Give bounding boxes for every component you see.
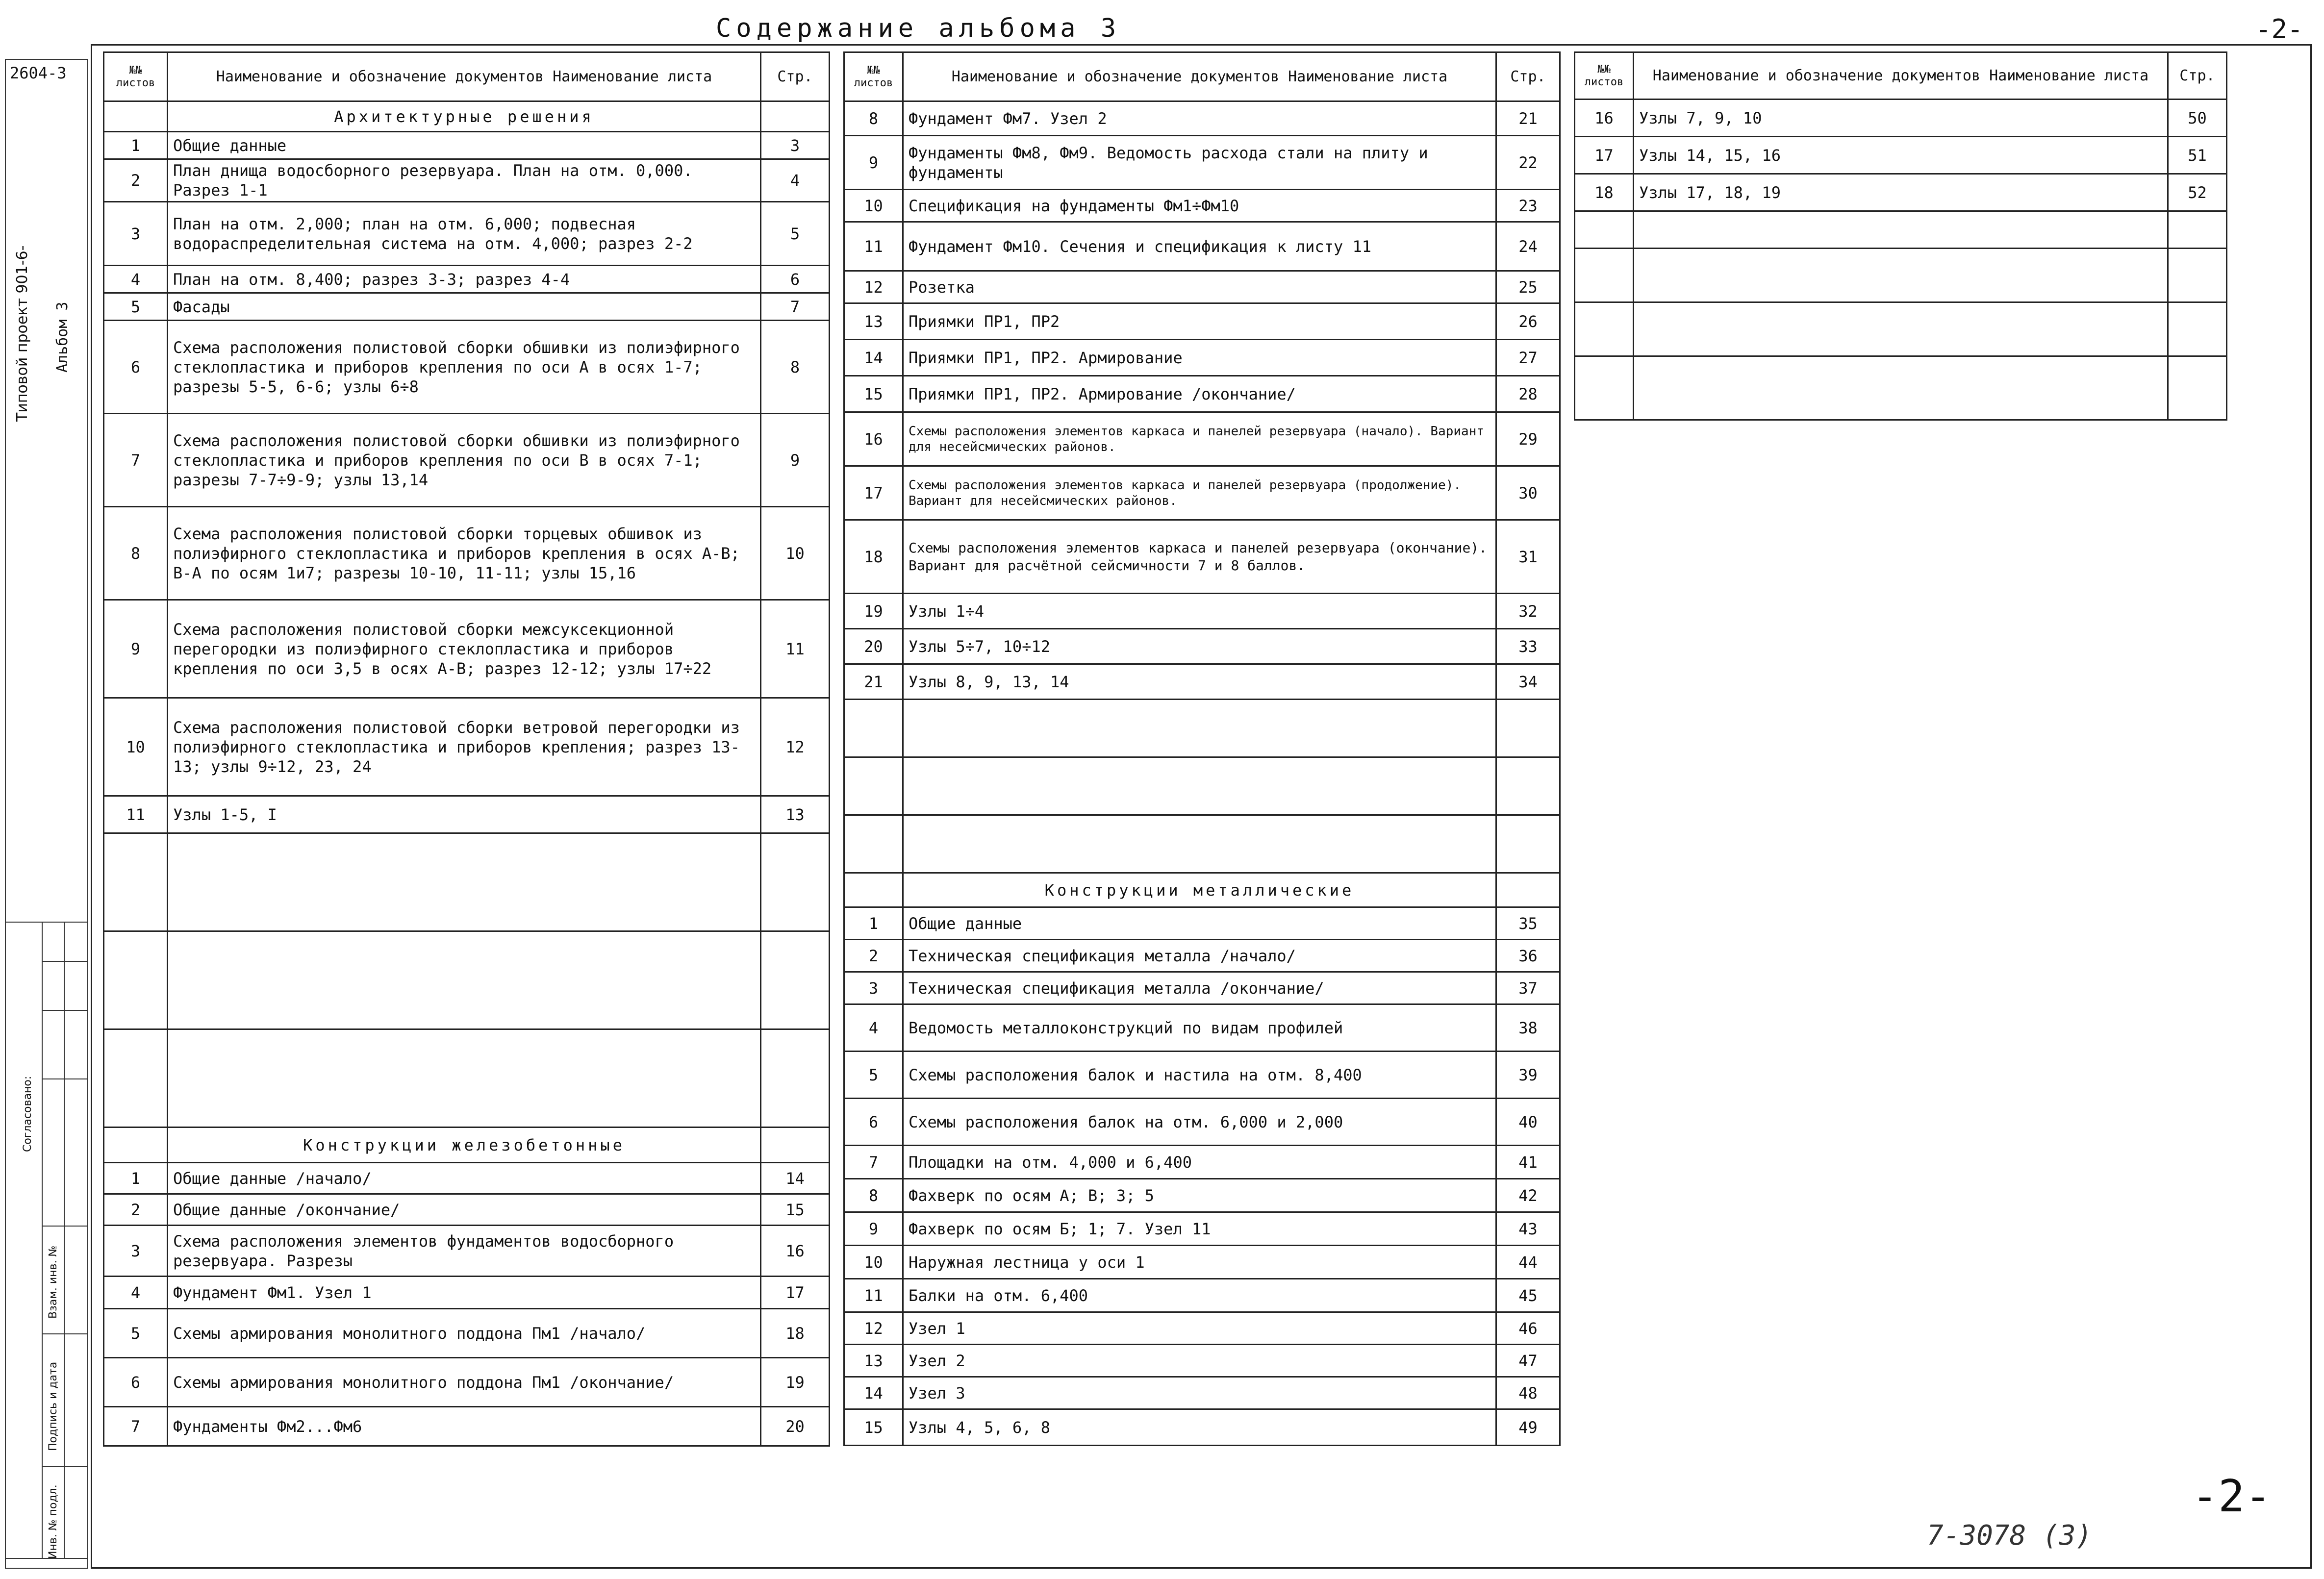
header-sheet-no: №№ листов bbox=[104, 52, 168, 101]
header-name: Наименование и обозначение документов Наименование листа bbox=[168, 52, 761, 101]
sheet-number-bottom: -2- bbox=[2192, 1471, 2272, 1522]
row-page: 36 bbox=[1496, 940, 1560, 972]
row-page: 31 bbox=[1496, 520, 1560, 594]
row-no: 6 bbox=[104, 321, 168, 414]
row-page: 27 bbox=[1496, 340, 1560, 376]
row-page: 6 bbox=[761, 266, 830, 293]
page-title: Содержание альбома 3 bbox=[716, 14, 1121, 43]
row-name: Узлы 7, 9, 10 bbox=[1634, 100, 2168, 137]
row-no: 6 bbox=[844, 1099, 903, 1146]
row-name: Узлы 17, 18, 19 bbox=[1634, 174, 2168, 211]
row-page: 24 bbox=[1496, 222, 1560, 271]
row-no: 16 bbox=[844, 412, 903, 466]
row-page: 25 bbox=[1496, 271, 1560, 303]
row-page: 10 bbox=[761, 507, 830, 600]
row-page: 43 bbox=[1496, 1212, 1560, 1246]
row-page: Стр. bbox=[2168, 52, 2227, 100]
row-page: 37 bbox=[1496, 972, 1560, 1004]
row-page: 9 bbox=[761, 414, 830, 507]
row-no: 8 bbox=[844, 1179, 903, 1212]
row-name: Общие данные /окончание/ bbox=[168, 1194, 761, 1226]
row-no: 1 bbox=[844, 907, 903, 940]
row-no: 2 bbox=[104, 159, 168, 202]
row-no: 10 bbox=[104, 698, 168, 796]
side-replace-label: Взам. инв. № bbox=[47, 1245, 59, 1319]
row-page: 23 bbox=[1496, 190, 1560, 222]
row-page: Стр. bbox=[1496, 52, 1560, 101]
row-page: 8 bbox=[761, 321, 830, 414]
row-page: 41 bbox=[1496, 1146, 1560, 1179]
row-no: 3 bbox=[104, 202, 168, 266]
row-name: Схема расположения полистовой сборки обшивки из полиэфирного стеклопластика и приборов крепления по оси В в осях 7-1; разрезы 7-7÷9-9; узлы 13,14 bbox=[168, 414, 761, 507]
row-name: Общие данные bbox=[903, 907, 1496, 940]
row-name: Фундамент Фм10. Сечения и спецификация к листу 11 bbox=[903, 222, 1496, 271]
row-name: Схемы армирования монолитного поддона Пм1 /начало/ bbox=[168, 1309, 761, 1358]
row-no: 5 bbox=[104, 293, 168, 321]
row-no: 2 bbox=[104, 1194, 168, 1226]
row-no: 1 bbox=[104, 132, 168, 159]
section-title: Конструкции металлические bbox=[903, 873, 1496, 907]
row-name: Фундамент Фм1. Узел 1 bbox=[168, 1277, 761, 1309]
row-no: 9 bbox=[104, 600, 168, 698]
row-name: Схема расположения полистовой сборки ветровой перегородки из полиэфирного стеклопластика и приборов крепления; разрез 13-13; узлы 9÷12, 23, 24 bbox=[168, 698, 761, 796]
row-no: 11 bbox=[104, 796, 168, 833]
side-project-label: Типовой проект 901-6- bbox=[14, 245, 31, 422]
row-name: Узлы 1-5, I bbox=[168, 796, 761, 833]
row-page: 46 bbox=[1496, 1312, 1560, 1345]
row-page: 11 bbox=[761, 600, 830, 698]
row-page: 18 bbox=[761, 1309, 830, 1358]
row-no: 3 bbox=[844, 972, 903, 1004]
row-name: Фундаменты Фм8, Фм9. Ведомость расхода стали на плиту и фундаменты bbox=[903, 136, 1496, 190]
row-page: 15 bbox=[761, 1194, 830, 1226]
row-name: Спецификация на фундаменты Фм1÷Фм10 bbox=[903, 190, 1496, 222]
row-name: Схемы расположения балок и настила на отм. 8,400 bbox=[903, 1052, 1496, 1099]
row-no: 15 bbox=[844, 1409, 903, 1446]
row-page: 29 bbox=[1496, 412, 1560, 466]
row-page: 34 bbox=[1496, 664, 1560, 700]
row-name: Фахверк по осям Б; 1; 7. Узел 11 bbox=[903, 1212, 1496, 1246]
sheet-number-top: -2- bbox=[2255, 14, 2303, 45]
row-name: Узел 2 bbox=[903, 1345, 1496, 1377]
row-name: Схема расположения полистовой сборки торцевых обшивок из полиэфирного стеклопластика и приборов крепления в осях А-В; В-А по осям 1и7; разрезы 10-10, 11-11; узлы 15,16 bbox=[168, 507, 761, 600]
side-sign-label: Подпись и дата bbox=[47, 1361, 59, 1451]
row-no: 11 bbox=[844, 1279, 903, 1312]
row-name: Ведомость металлоконструкций по видам профилей bbox=[903, 1004, 1496, 1052]
row-no: 8 bbox=[844, 101, 903, 136]
row-name: Приямки ПР1, ПР2. Армирование /окончание/ bbox=[903, 376, 1496, 412]
row-no: 3 bbox=[104, 1226, 168, 1277]
row-page: 51 bbox=[2168, 137, 2227, 174]
row-page: 22 bbox=[1496, 136, 1560, 190]
row-page: 50 bbox=[2168, 100, 2227, 137]
side-approval-block bbox=[5, 922, 88, 1559]
row-name: Площадки на отм. 4,000 и 6,400 bbox=[903, 1146, 1496, 1179]
row-page: 39 bbox=[1496, 1052, 1560, 1099]
row-name: Схема расположения полистовой сборки межсуксекционной перегородки из полиэфирного стеклопластика и приборов крепления по оси 3,5 в осях А-В; разрез 12-12; узлы 17÷22 bbox=[168, 600, 761, 698]
section-title: Архитектурные решения bbox=[168, 101, 761, 132]
row-no: 11 bbox=[844, 222, 903, 271]
side-album-label: Альбом 3 bbox=[54, 301, 71, 373]
row-name: Наружная лестница у оси 1 bbox=[903, 1246, 1496, 1279]
side-agreed-label: Согласовано: bbox=[22, 1076, 34, 1152]
row-page: 21 bbox=[1496, 101, 1560, 136]
row-page: 3 bbox=[761, 132, 830, 159]
side-inv-label: Инв. № подл. bbox=[47, 1484, 59, 1559]
row-name: Фахверк по осям А; В; 3; 5 bbox=[903, 1179, 1496, 1212]
row-no: №№ листов bbox=[844, 52, 903, 101]
row-page: 44 bbox=[1496, 1246, 1560, 1279]
row-name: Узлы 4, 5, 6, 8 bbox=[903, 1409, 1496, 1446]
row-name: Схема расположения элементов фундаментов водосборного резервуара. Разрезы bbox=[168, 1226, 761, 1277]
row-page: 47 bbox=[1496, 1345, 1560, 1377]
row-page: 20 bbox=[761, 1407, 830, 1446]
row-no: 14 bbox=[844, 1377, 903, 1409]
row-no: 15 bbox=[844, 376, 903, 412]
row-no: 6 bbox=[104, 1358, 168, 1407]
row-page: 35 bbox=[1496, 907, 1560, 940]
row-name: Схема расположения полистовой сборки обшивки из полиэфирного стеклопластика и приборов крепления по оси А в осях 1-7; разрезы 5-5, 6-6; узлы 6÷8 bbox=[168, 321, 761, 414]
row-no: 12 bbox=[844, 271, 903, 303]
row-name: Наименование и обозначение документов Наименование листа bbox=[903, 52, 1496, 101]
row-name: План днища водосборного резервуара. План на отм. 0,000. Разрез 1-1 bbox=[168, 159, 761, 202]
row-name: Приямки ПР1, ПР2. Армирование bbox=[903, 340, 1496, 376]
row-no: 4 bbox=[104, 266, 168, 293]
row-no: 4 bbox=[104, 1277, 168, 1309]
row-no: 8 bbox=[104, 507, 168, 600]
row-no: №№ листов bbox=[1575, 52, 1634, 100]
side-code: 2604-3 bbox=[10, 64, 67, 82]
handwritten-note: 7-3078 (3) bbox=[1927, 1520, 2093, 1552]
row-no: 13 bbox=[844, 1345, 903, 1377]
row-name: Техническая спецификация металла /начало/ bbox=[903, 940, 1496, 972]
row-name: Фасады bbox=[168, 293, 761, 321]
row-name: Общие данные /начало/ bbox=[168, 1163, 761, 1194]
row-page: 45 bbox=[1496, 1279, 1560, 1312]
row-no: 17 bbox=[844, 466, 903, 520]
section-title: Конструкции железобетонные bbox=[168, 1128, 761, 1163]
row-no: 20 bbox=[844, 629, 903, 664]
row-no: 5 bbox=[844, 1052, 903, 1099]
row-no: 14 bbox=[844, 340, 903, 376]
row-page: 33 bbox=[1496, 629, 1560, 664]
row-page: 30 bbox=[1496, 466, 1560, 520]
contents-table-1 bbox=[103, 51, 830, 1447]
row-name: Схемы армирования монолитного поддона Пм1 /окончание/ bbox=[168, 1358, 761, 1407]
row-no: 17 bbox=[1575, 137, 1634, 174]
row-no: 18 bbox=[1575, 174, 1634, 211]
row-no: 2 bbox=[844, 940, 903, 972]
row-name: Приямки ПР1, ПР2 bbox=[903, 303, 1496, 340]
row-no: 7 bbox=[844, 1146, 903, 1179]
row-name: Техническая спецификация металла /окончание/ bbox=[903, 972, 1496, 1004]
row-page: 5 bbox=[761, 202, 830, 266]
row-name: Схемы расположения элементов каркаса и панелей резервуара (окончание). Вариант для расчётной сейсмичности 7 и 8 баллов. bbox=[903, 520, 1496, 594]
row-no: 12 bbox=[844, 1312, 903, 1345]
row-no: 5 bbox=[104, 1309, 168, 1358]
row-page: 32 bbox=[1496, 594, 1560, 629]
row-name: Фундаменты Фм2...Фм6 bbox=[168, 1407, 761, 1446]
row-name: Узел 3 bbox=[903, 1377, 1496, 1409]
row-no: 1 bbox=[104, 1163, 168, 1194]
row-page: 7 bbox=[761, 293, 830, 321]
row-page: 52 bbox=[2168, 174, 2227, 211]
row-page: 28 bbox=[1496, 376, 1560, 412]
row-page: 19 bbox=[761, 1358, 830, 1407]
row-no: 4 bbox=[844, 1004, 903, 1052]
row-no: 9 bbox=[844, 1212, 903, 1246]
row-name: Розетка bbox=[903, 271, 1496, 303]
row-name: Схемы расположения элементов каркаса и панелей резервуара (продолжение). Вариант для несейсмических районов. bbox=[903, 466, 1496, 520]
row-name: Схемы расположения балок на отм. 6,000 и 2,000 bbox=[903, 1099, 1496, 1146]
row-page: 38 bbox=[1496, 1004, 1560, 1052]
row-name: Узлы 5÷7, 10÷12 bbox=[903, 629, 1496, 664]
row-no: 21 bbox=[844, 664, 903, 700]
row-name: План на отм. 2,000; план на отм. 6,000; подвесная водораспределительная система на отм. 4,000; разрез 2-2 bbox=[168, 202, 761, 266]
row-page: 42 bbox=[1496, 1179, 1560, 1212]
row-name: Фундамент Фм7. Узел 2 bbox=[903, 101, 1496, 136]
row-no: 13 bbox=[844, 303, 903, 340]
contents-table-3 bbox=[1574, 51, 2227, 421]
row-name: Наименование и обозначение документов Наименование листа bbox=[1634, 52, 2168, 100]
row-page: 13 bbox=[761, 796, 830, 833]
row-page: 12 bbox=[761, 698, 830, 796]
row-no: 10 bbox=[844, 190, 903, 222]
row-page: 4 bbox=[761, 159, 830, 202]
row-name: Балки на отм. 6,400 bbox=[903, 1279, 1496, 1312]
row-name: Узел 1 bbox=[903, 1312, 1496, 1345]
row-page: 14 bbox=[761, 1163, 830, 1194]
row-page: 26 bbox=[1496, 303, 1560, 340]
row-name: Узлы 14, 15, 16 bbox=[1634, 137, 2168, 174]
row-name: Общие данные bbox=[168, 132, 761, 159]
row-no: 7 bbox=[104, 414, 168, 507]
row-name: План на отм. 8,400; разрез 3-3; разрез 4-4 bbox=[168, 266, 761, 293]
row-no: 16 bbox=[1575, 100, 1634, 137]
row-page: 17 bbox=[761, 1277, 830, 1309]
row-page: 49 bbox=[1496, 1409, 1560, 1446]
row-name: Узлы 8, 9, 13, 14 bbox=[903, 664, 1496, 700]
header-page: Стр. bbox=[761, 52, 830, 101]
row-page: 48 bbox=[1496, 1377, 1560, 1409]
row-page: 16 bbox=[761, 1226, 830, 1277]
contents-table-2 bbox=[843, 51, 1561, 1446]
row-no: 9 bbox=[844, 136, 903, 190]
row-no: 7 bbox=[104, 1407, 168, 1446]
row-name: Схемы расположения элементов каркаса и панелей резервуара (начало). Вариант для несейсмических районов. bbox=[903, 412, 1496, 466]
row-no: 10 bbox=[844, 1246, 903, 1279]
row-name: Узлы 1÷4 bbox=[903, 594, 1496, 629]
row-no: 18 bbox=[844, 520, 903, 594]
row-page: 40 bbox=[1496, 1099, 1560, 1146]
row-no: 19 bbox=[844, 594, 903, 629]
